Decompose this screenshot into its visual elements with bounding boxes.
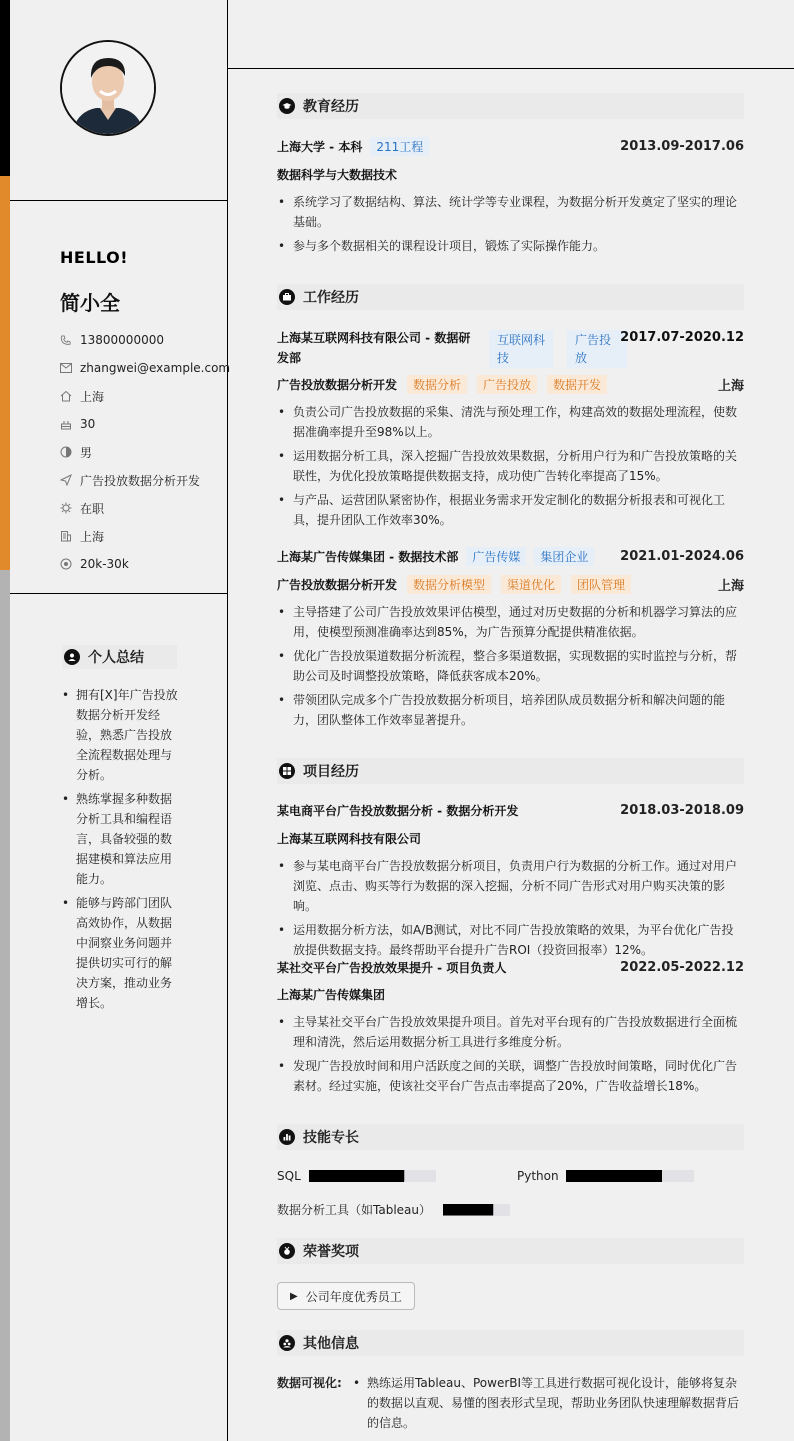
skill-sql: SQL (277, 1169, 436, 1183)
education-date: 2013.09-2017.06 (620, 138, 744, 154)
work-heading: 工作经历 (277, 284, 744, 310)
project-2-header (277, 958, 744, 976)
skill-bar-fill (443, 1204, 493, 1216)
list-item: • 熟练掌握多种数据分析工具和编程语言，具备较强的数据建模和算法应用能力。 (60, 789, 180, 889)
project-1-list (277, 856, 744, 964)
skill-tableau: 数据分析工具（如Tableau） (277, 1201, 510, 1218)
job-1-company: 上海某互联网科技有限公司 - 数据研 发部 (277, 331, 471, 365)
bar-chart-icon (279, 1129, 295, 1145)
job-1-role: 广告投放数据分析开发 (277, 377, 398, 392)
project-1-org: 上海某互联网科技有限公司 (277, 831, 422, 846)
skills-heading: 技能专长 (277, 1124, 744, 1150)
school-name: 上海大学 - 本科 (277, 139, 363, 154)
job-1-header (277, 328, 744, 368)
info-phone: 13800000000 (60, 326, 230, 354)
send-icon (60, 474, 80, 486)
award-item[interactable]: ▶ 公司年度优秀员工 (277, 1282, 415, 1310)
skill-python: Python (517, 1169, 694, 1183)
skill-tag: 渠道优化 (501, 575, 561, 594)
graduation-cap-icon (279, 98, 295, 114)
sidebar-strip-orange (0, 176, 10, 570)
school-tag: 211工程 (370, 137, 429, 156)
sidebar-strip-black (0, 0, 10, 176)
other-key: 数据可视化: (277, 1376, 342, 1390)
projects-heading: 项目经历 (277, 758, 744, 784)
briefcase-icon (279, 289, 295, 305)
cake-icon (60, 418, 80, 430)
header-divider (228, 68, 794, 69)
other-heading: 其他信息 (277, 1330, 744, 1356)
grid-icon (279, 763, 295, 779)
skill-tag: 团队管理 (571, 575, 631, 594)
summary-heading: 个人总结 (62, 645, 177, 669)
skill-bar (443, 1204, 510, 1216)
greeting: HELLO! (60, 248, 129, 267)
job-2-role: 广告投放数据分析开发 (277, 577, 398, 592)
user-icon (64, 649, 80, 665)
info-target-position: 广告投放数据分析开发 (60, 466, 230, 494)
job-1-date: 2017.07-2020.12 (620, 330, 744, 345)
sidebar-strip-gray (0, 570, 10, 1441)
list-item: • 运用数据分析工具，深入挖掘广告投放效果数据，分析用户行为和广告投放策略的关联性，为优化投放策略提供数据支持，成功使广告转化率提高了15%。 (277, 446, 744, 486)
list-item: • 能够与跨部门团队高效协作，从数据中洞察业务问题并提供切实可行的解决方案，推动业务增长。 (60, 893, 180, 1013)
info-salary: 20k-30k (60, 550, 230, 578)
list-item: • 拥有[X]年广告投放数据分析开发经验，熟悉广告投放全流程数据处理与分析。 (60, 685, 180, 785)
sidebar-divider-bottom (10, 593, 227, 594)
job-2-date: 2021.01-2024.06 (620, 548, 744, 564)
project-1-name: 某电商平台广告投放数据分析 - 数据分析开发 (277, 803, 519, 818)
building-icon (60, 530, 80, 542)
job-1-tag-1: 互联网科 技 (489, 330, 553, 368)
info-gender: 男 (60, 438, 230, 466)
play-icon: ▶ (290, 1290, 298, 1302)
list-item: • 参与多个数据相关的课程设计项目，锻炼了实际操作能力。 (277, 236, 744, 256)
skill-tag: 数据开发 (547, 375, 607, 394)
job-1-tag-2: 广告投 放 (567, 330, 627, 368)
job-2-tag: 集团企业 (534, 547, 594, 566)
project-2-list (277, 1012, 744, 1100)
other-value: • 熟练运用Tableau、PowerBI等工具进行数据可视化设计，能够将复杂的数据以直观、易懂的图表形式呈现，帮助业务团队快速理解数据背后的信息。 (347, 1373, 744, 1433)
list-item: • 系统学习了数据结构、算法、统计学等专业课程，为数据分析开发奠定了坚实的理论基础。 (277, 192, 744, 232)
list-item: • 发现广告投放时间和用户活跃度之间的关联，调整广告投放时间策略，同时优化广告素材。经过实施，使该社交平台广告点击率提高了20%，广告收益增长18%。 (277, 1056, 744, 1096)
job-1-location: 上海 (717, 378, 744, 394)
gender-icon (60, 446, 80, 458)
job-2-company: 上海某广告传媒集团 - 数据技术部 (277, 549, 459, 564)
sidebar-divider-top (10, 200, 227, 201)
info-work-city: 上海 (60, 522, 230, 550)
skill-tag: 广告投放 (477, 375, 537, 394)
summary-list (60, 685, 180, 1017)
home-icon (60, 390, 80, 402)
project-2-date: 2022.05-2022.12 (620, 959, 744, 975)
job-1-role-row (277, 375, 744, 393)
job-2-location: 上海 (717, 578, 744, 594)
contact-info (60, 326, 230, 578)
education-list (277, 192, 744, 260)
people-icon (279, 1335, 295, 1351)
project-1-date: 2018.03-2018.09 (620, 802, 744, 818)
candidate-name: 简小全 (60, 291, 120, 315)
skill-bar-fill (566, 1170, 662, 1182)
job-2-tag: 广告传媒 (466, 547, 526, 566)
project-1-header (277, 801, 744, 819)
job-2-list (277, 602, 744, 734)
list-item: • 运用数据分析方法，如A/B测试，对比不同广告投放策略的效果，为平台优化广告投放提供数据支持。最终帮助平台提升广告ROI（投资回报率）12%。 (277, 920, 744, 960)
skill-bar (309, 1170, 436, 1182)
status-icon (60, 502, 80, 514)
list-item: • 与产品、运营团队紧密协作，根据业务需求开发定制化的数据分析报表和可视化工具，提升团队工作效率30%。 (277, 490, 744, 530)
medal-icon (279, 1243, 295, 1259)
major: 数据科学与大数据技术 (277, 167, 398, 182)
honors-heading: 荣誉奖项 (277, 1238, 744, 1264)
education-heading: 教育经历 (277, 93, 744, 119)
phone-icon (60, 335, 80, 346)
skill-bar-fill (309, 1170, 404, 1182)
job-2-header (277, 547, 744, 565)
project-2-org-row (277, 985, 744, 1003)
salary-icon (60, 558, 80, 570)
skill-bar (566, 1170, 694, 1182)
avatar (60, 40, 156, 136)
info-email: zhangwei@example.com (60, 354, 230, 382)
education-major-row (277, 165, 744, 183)
other-info (277, 1373, 744, 1433)
info-age: 30 (60, 410, 230, 438)
info-city: 上海 (60, 382, 230, 410)
list-item: • 优化广告投放渠道数据分析流程，整合多渠道数据，实现数据的实时监控与分析，帮助公司及时调整投放策略，降低获客成本20%。 (277, 646, 744, 686)
project-2-name: 某社交平台广告投放效果提升 - 项目负责人 (277, 960, 507, 975)
list-item: • 主导搭建了公司广告投放效果评估模型，通过对历史数据的分析和机器学习算法的应用，使模型预测准确率达到85%，为广告预算分配提供精准依据。 (277, 602, 744, 642)
skill-tag: 数据分析 (407, 375, 467, 394)
project-1-org-row (277, 829, 744, 847)
list-item: • 带领团队完成多个广告投放数据分析项目，培养团队成员数据分析和解决问题的能力，团队整体工作效率显著提升。 (277, 690, 744, 730)
list-item: • 主导某社交平台广告投放效果提升项目。首先对平台现有的广告投放数据进行全面梳理和清洗，然后运用数据分析工具进行多维度分析。 (277, 1012, 744, 1052)
list-item: • 参与某电商平台广告投放数据分析项目，负责用户行为数据的分析工作。通过对用户浏览、点击、购买等行为数据的深入挖掘，分析不同广告形式对用户购买决策的影响。 (277, 856, 744, 916)
job-2-role-row (277, 575, 744, 593)
info-status: 在职 (60, 494, 230, 522)
skill-tag: 数据分析模型 (407, 575, 491, 594)
education-header-row (277, 137, 744, 155)
job-1-list (277, 402, 744, 534)
list-item: • 负责公司广告投放数据的采集、清洗与预处理工作，构建高效的数据处理流程，使数据准确率提升至98%以上。 (277, 402, 744, 442)
project-2-org: 上海某广告传媒集团 (277, 987, 386, 1002)
column-divider (227, 0, 228, 1441)
mail-icon (60, 363, 80, 373)
